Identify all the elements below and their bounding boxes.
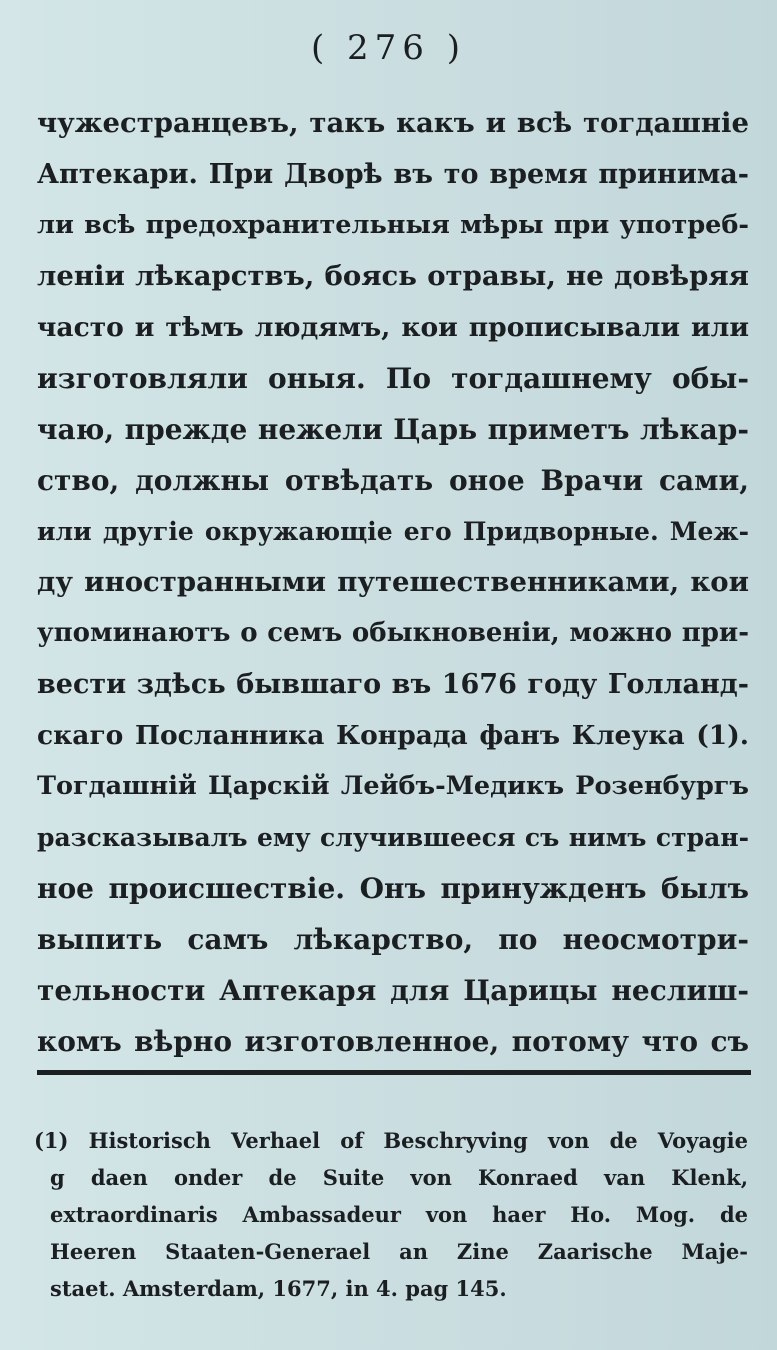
- body-text: [37, 98, 749, 1067]
- text-line: или другіе окружающіе его Придворные. Меж-: [37, 517, 749, 546]
- footnote-line: (1) Historisch Verhael of Beschryving von de Voyagie: [34, 1128, 748, 1153]
- text-line: ли всѣ предохранительныя мѣры при употреб-: [37, 210, 749, 240]
- text-line: выпить самъ лѣкарство, по неосмотри-: [37, 923, 749, 956]
- text-line: ство, должны отвѣдать оное Врачи сами,: [37, 464, 749, 497]
- text-line: Тогдашній Царскій Лейбъ-Медикъ Розенбургъ: [37, 771, 749, 801]
- text-line: комъ вѣрно изготовленное, потому что съ: [37, 1025, 749, 1058]
- footnote-line: staet. Amsterdam, 1677, in 4. pag 145.: [50, 1276, 507, 1301]
- footnote-line: g daen onder de Suite von Konraed van Klenk,: [50, 1165, 748, 1190]
- page-number: ( 276 ): [310, 28, 467, 68]
- text-line: вести здѣсь бывшаго въ 1676 году Голланд-: [37, 669, 749, 700]
- text-line: разсказывалъ ему случившееся съ нимъ стран-: [37, 823, 749, 852]
- text-line: изготовляли оныя. По тогдашнему обы-: [37, 362, 749, 395]
- footnote: [34, 1122, 748, 1307]
- text-line: чужестранцевъ, такъ какъ и всѣ тогдашніе: [37, 107, 749, 139]
- text-line: чаю, прежде нежели Царь приметъ лѣкар-: [37, 413, 749, 446]
- text-line: часто и тѣмъ людямъ, кои прописывали или: [37, 312, 749, 343]
- text-line: скаго Посланника Конрада фанъ Клеука (1).: [37, 720, 749, 751]
- footnote-line: Heeren Staaten-Generael an Zine Zaarische Maje-: [50, 1239, 748, 1264]
- text-line: Аптекари. При Дворѣ въ то время принима-: [37, 159, 749, 190]
- text-line: ду иностранными путешественниками, кои: [37, 566, 749, 598]
- text-line: тельности Аптекаря для Царицы неслиш-: [37, 974, 749, 1007]
- footnote-line: extraordinaris Ambassadeur von haer Ho. Mog. de: [50, 1202, 748, 1227]
- text-line: леніи лѣкарствъ, боясь отравы, не довѣряя: [37, 260, 749, 292]
- footnote-divider: [37, 1070, 751, 1075]
- text-line: ное происшествіе. Онъ принужденъ былъ: [37, 872, 749, 905]
- text-line: упоминаютъ о семъ обыкновеніи, можно при-: [37, 618, 749, 648]
